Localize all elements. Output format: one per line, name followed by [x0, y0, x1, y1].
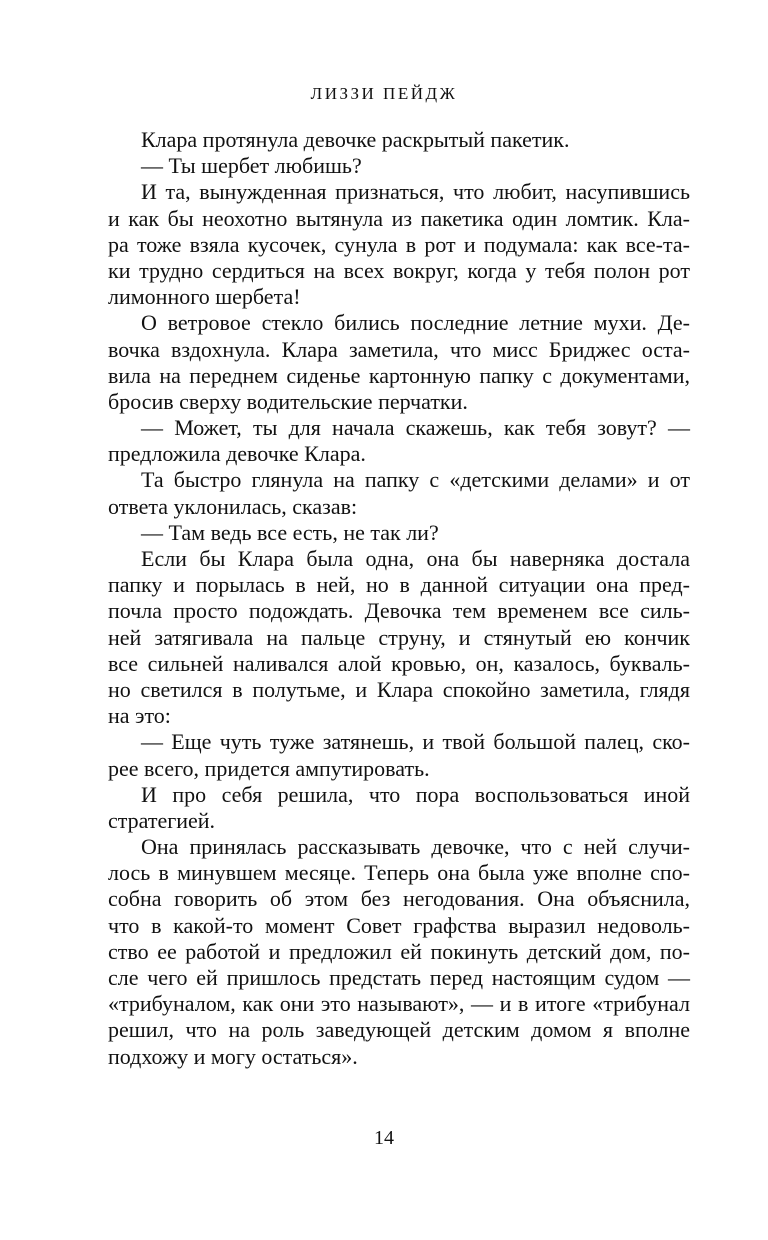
text-line: все сильней наливался алой кровью, он, казалось, букваль-	[108, 650, 690, 676]
text-line: Клара протянула девочке раскрытый пакетик.	[141, 127, 570, 152]
running-header: ЛИЗЗИ ПЕЙДЖ	[310, 84, 458, 103]
text-line: собна говорить об этом без негодования. Она объяснила,	[108, 886, 690, 912]
text-line: О ветровое стекло бились последние летние мухи. Де-	[141, 310, 690, 336]
text-line: и как бы неохотно вытянула из пакетика один ломтик. Кла-	[108, 205, 690, 231]
text-line: Если бы Клара была одна, она бы наверняка достала	[141, 546, 690, 571]
text-line: рее всего, придется ампутировать.	[108, 755, 430, 781]
text-line: ра тоже взяла кусочек, сунула в рот и подумала: как все-та-	[108, 231, 690, 257]
text-line: — Еще чуть туже затянешь, и твой большой палец, ско-	[141, 729, 690, 755]
text-line: решил, что на роль заведующей детским домом я вполне	[108, 1017, 690, 1043]
text-line: вочка вздохнула. Клара заметила, что мисс Бриджес оста-	[108, 336, 690, 362]
text-line: ней затягивала на пальце струну, и стянутый ею кончик	[108, 624, 690, 650]
text-line: почла просто подождать. Девочка тем временем все силь-	[108, 598, 690, 624]
text-line: на это:	[108, 703, 171, 729]
text-line: лимонного шербета!	[108, 284, 301, 310]
text-line: но светился в полутьме, и Клара спокойно заметила, глядя	[108, 676, 690, 702]
text-line: подхожу и могу остаться».	[108, 1043, 358, 1069]
text-line: что в какой-то момент Совет графства выразил недоволь-	[108, 912, 690, 938]
text-line: — Может, ты для начала скажешь, как тебя зовут? —	[141, 415, 690, 441]
text-line: предложила девочке Клара.	[108, 441, 366, 467]
text-line: И про себя решила, что пора воспользоваться иной	[141, 781, 690, 807]
text-line: лось в минувшем месяце. Теперь она была уже вполне спо-	[108, 860, 690, 886]
text-line: стратегией.	[108, 807, 216, 833]
text-line: И та, вынужденная признаться, что любит, насупившись	[141, 179, 690, 205]
text-line: ответа уклонилась, сказав:	[108, 493, 358, 519]
text-line: Она принялась рассказывать девочке, что с ней случи-	[141, 834, 690, 860]
text-line: сле чего ей пришлось предстать перед настоящим судом —	[108, 965, 690, 990]
page-number: 14	[374, 1127, 394, 1149]
body-text	[108, 127, 690, 1070]
text-line: — Ты шербет любишь?	[141, 153, 362, 179]
text-line: бросив сверху водительские перчатки.	[108, 388, 468, 414]
text-line: Та быстро глянула на папку с «детскими делами» и от	[141, 467, 690, 493]
text-line: ки трудно сердиться на всех вокруг, когда у тебя полон рот	[108, 257, 690, 283]
text-line: «трибуналом, как они это называют», — и в итоге «трибунал	[108, 991, 690, 1017]
text-line: — Там ведь все есть, не так ли?	[141, 519, 439, 545]
text-line: папку и порылась в ней, но в данной ситуации она пред-	[108, 572, 690, 598]
text-line: ство ее работой и предложил ей покинуть детский дом, по-	[108, 938, 690, 964]
text-line: вила на переднем сиденье картонную папку с документами,	[108, 362, 690, 388]
